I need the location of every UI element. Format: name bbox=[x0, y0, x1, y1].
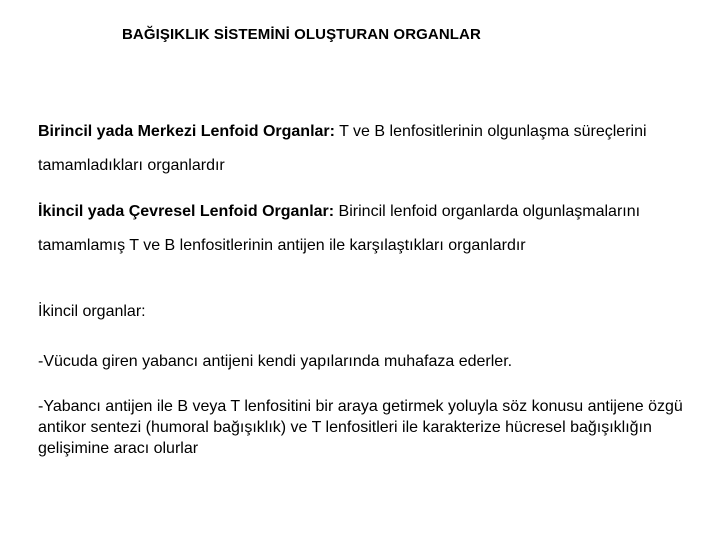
function-point-1: -Vücuda giren yabancı antijeni kendi yapılarında muhafaza ederler. bbox=[38, 353, 513, 370]
secondary-organs-paragraph bbox=[38, 195, 698, 263]
primary-organs-definition: T ve B lenfositlerinin olgunlaşma süreçlerini tamamladıkları organlardır bbox=[38, 123, 647, 174]
primary-organs-term: Birincil yada Merkezi Lenfoid Organlar: bbox=[38, 123, 335, 140]
function-point-2: -Yabancı antijen ile B veya T lenfositini bir araya getirmek yoluyla söz konusu antijene özgü antikor sentezi (humoral bağışıklık) ve T lenfositleri ile karakterize hücresel bağışıklığın gelişimine aracı olurlar bbox=[38, 398, 683, 457]
primary-organs-paragraph bbox=[38, 115, 698, 183]
slide-title: BAĞIŞIKLIK SİSTEMİNİ OLUŞTURAN ORGANLAR bbox=[122, 26, 481, 43]
secondary-organs-heading: İkincil organlar: bbox=[38, 303, 146, 320]
secondary-organs-definition: Birincil lenfoid organlarda olgunlaşmalarını tamamlamış T ve B lenfositlerinin antijen ile karşılaştıkları organlardır bbox=[38, 203, 641, 254]
secondary-organs-term: İkincil yada Çevresel Lenfoid Organlar: bbox=[38, 203, 335, 220]
